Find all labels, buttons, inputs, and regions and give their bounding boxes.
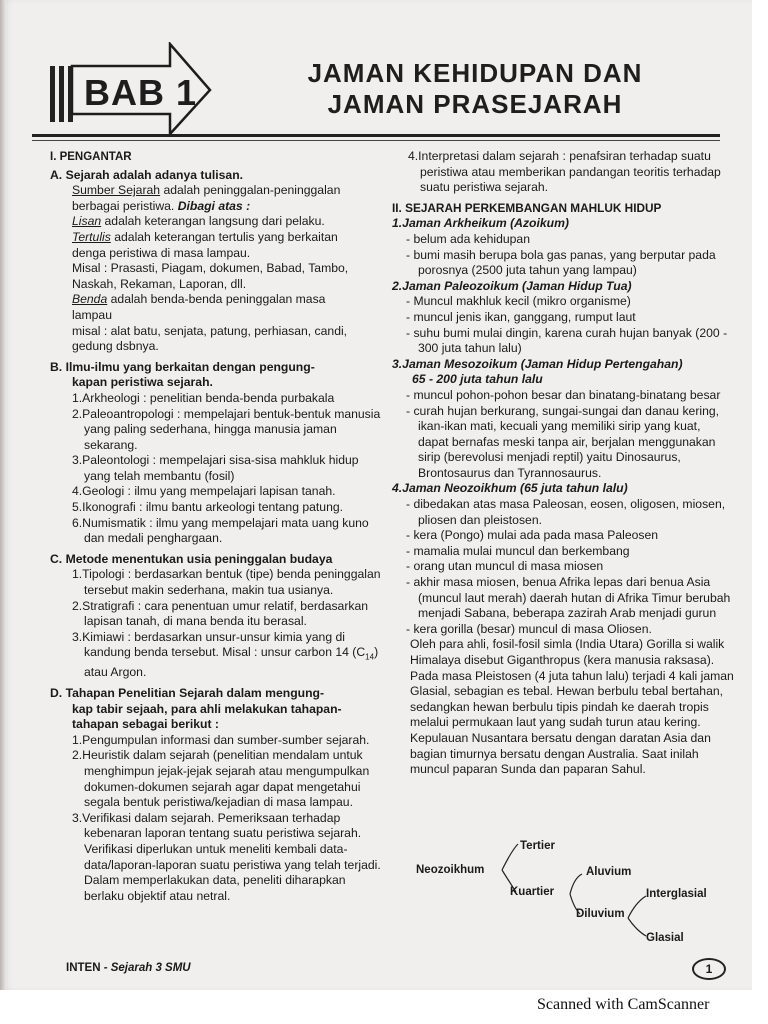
- text-line: lampau: [72, 307, 112, 322]
- list-item: - bumi masih berupa bola gas panas, yang berputar pada porosnya (2500 juta tahun yang lampau): [406, 247, 716, 278]
- heading-c: C. Metode menentukan usia peninggalan budaya: [50, 551, 333, 566]
- text: adalah keterangan tertulis yang berkaitan: [110, 229, 338, 244]
- text-line: Naskah, Rekaman, Laporan, dll.: [72, 276, 247, 291]
- scanner-watermark: Scanned with CamScanner: [537, 996, 710, 1013]
- closing-paragraph: Oleh para ahli, fosil-fosil simla (India Utara) Gorilla si walik Himalaya disebut Giganthropus (kera manusia raksasa). Pada masa Pleistosen (4 juta tahun lalu) terjadi 4 kali jaman Glasial, sebagian es tebal. Hewan berbulu tebal bertahan, sedangkan hewan berbulu tipis pindah ke daerah tropis melalui permukaan laut yang sudah turun atau kering. Kepulauan Nusantara bersatu dengan daratan Asia dan bagian timurnya bersatu dengan Australia. Saat inilah muncul paparan Sunda dan paparan Sahul.: [410, 637, 734, 777]
- text: adalah peninggalan-peninggalan: [160, 183, 341, 198]
- header-rule: [32, 134, 720, 137]
- text: ) atau Argon.: [84, 645, 379, 680]
- heading-d-cont: tahapan sebagai berikut :: [72, 717, 219, 732]
- era-heading-paleozoikum: 2.Jaman Paleozoikum (Jaman Hidup Tua): [392, 278, 632, 293]
- text: berbagai peristiwa.: [72, 198, 178, 213]
- list-item: 4.Interpretasi dalam sejarah : penafsiran terhadap suatu peristiwa atau memberikan pandangan teoritis terhadap suatu peristiwa sejarah.: [408, 149, 721, 195]
- diagram-node-glasial: Glasial: [646, 932, 684, 944]
- heading-d: D. Tahapan Penelitian Sejarah dalam mengung-: [50, 686, 325, 701]
- list-item: - mamalia mulai muncul dan berkembang: [406, 543, 630, 558]
- section-a-body: [50, 183, 385, 355]
- era-heading-neozoikhum: 4.Jaman Neozoikhum (65 juta tahun lalu): [392, 481, 628, 496]
- list-item: - kera gorilla (besar) muncul di masa Oliosen.: [406, 621, 652, 636]
- text: adalah benda-benda peninggalan masa: [107, 292, 326, 307]
- list-item: - Muncul makhluk kecil (mikro organisme): [406, 294, 631, 309]
- chapter-title: [250, 58, 700, 120]
- era-heading-mesozoikum: 3.Jaman Mesozoikum (Jaman Hidup Pertengahan): [392, 356, 683, 371]
- footer-subject: - Sejarah 3 SMU: [100, 962, 191, 974]
- page-number: 1: [692, 958, 726, 980]
- term-tertulis: Tertulis: [72, 229, 111, 244]
- list-item: 5.Ikonografi : ilmu bantu arkeologi tentang patung.: [72, 500, 344, 515]
- list-item: [50, 630, 385, 681]
- book-footer: [66, 962, 191, 974]
- list-item: - kera (Pongo) mulai ada pada masa Paleosen: [406, 528, 659, 543]
- list-item: - dibedakan atas masa Paleosan, eosen, oligosen, miosen, pliosen dan pleistosen.: [406, 497, 726, 527]
- heading-b: B. Ilmu-ilmu yang berkaitan dengan pengung-: [50, 359, 315, 374]
- chapter-label: BAB 1: [84, 72, 198, 113]
- heading-a: A. Sejarah adalah adanya tulisan.: [50, 167, 244, 182]
- list-item: 1.Tipologi : berdasarkan bentuk (tipe) benda peninggalan tersebut makin sederhana, makin tua usianya.: [72, 567, 381, 598]
- list-item: - curah hujan berkurang, sungai-sungai dan danau kering, ikan-ikan mati, kecuali yang memiliki sirip yang kuat, dapat bernafas meski tanpa air, berjalan menggunakan sirip (berevolusi menjadi reptil) yaitu Dinosaurus, Brontosaurus dan Tyrannosaurus.: [406, 403, 720, 480]
- text-line: misal : alat batu, senjata, patung, perhiasan, candi,: [72, 323, 348, 338]
- section-heading-pengantar: I. PENGANTAR: [50, 151, 132, 163]
- list-item: 2.Stratigrafi : cara penentuan umur relatif, berdasarkan lapisan tanah, di mana benda itu berasal.: [72, 598, 369, 629]
- diagram-node-kuartier: Kuartier: [510, 886, 555, 898]
- list-item: 4.Geologi : ilmu yang mempelajari lapisan tanah.: [72, 484, 336, 499]
- diagram-node-neozoikhum: Neozoikhum: [416, 864, 485, 876]
- era-heading-arkheikum: 1.Jaman Arkheikum (Azoikum): [392, 216, 569, 231]
- heading-b-cont: kapan peristiwa sejarah.: [72, 375, 213, 390]
- title-line-2: JAMAN PRASEJARAH: [327, 89, 623, 119]
- list-item: 6.Numismatik : ilmu yang mempelajari mata uang kuno dan medali penghargaan.: [72, 515, 369, 546]
- text-line: gedung dsbnya.: [72, 339, 159, 354]
- term-sumber-sejarah: Sumber Sejarah: [72, 183, 161, 198]
- heading-d-cont: kap tabir sejaah, para ahli melakukan tahapan-: [72, 701, 342, 716]
- list-item: - suhu bumi mulai dingin, karena curah hujan banyak (200 - 300 juta tahun lalu): [406, 325, 728, 356]
- term-lisan: Lisan: [72, 214, 102, 229]
- list-item: 2.Heuristik dalam sejarah (penelitian mendalam untuk menghimpun jejak-jejak sejarah atau mengumpulkan dokumen-dokumen sejarah agar dapat mengetahui segala bentuk peristiwa/kejadian di masa lampau.: [72, 748, 370, 810]
- header-rule-thin: [32, 140, 720, 141]
- diagram-node-diluvium: Diluvium: [576, 908, 625, 920]
- subscript: 14: [365, 652, 375, 662]
- text-line: Misal : Prasasti, Piagam, dokumen, Babad, Tambo,: [72, 261, 349, 276]
- term-benda: Benda: [72, 292, 108, 307]
- page-edge-shadow: [0, 0, 6, 990]
- diagram-node-tertier: Tertier: [520, 840, 555, 852]
- era-subheading: 65 - 200 juta tahun lalu: [412, 372, 543, 387]
- left-column: [50, 150, 385, 904]
- list-item: - akhir masa miosen, benua Afrika lepas dari benua Asia (muncul laut merah) daerah hutan di Afrika Timur berubah menjadi Sabana, beberapa zazirah Arab menjadi gurun: [406, 575, 731, 621]
- right-column: [392, 149, 734, 778]
- text: 3.Kimiawi : berdasarkan unsur-unsur kimia yang di kandung benda tersebut. Misal : unsur carbon 14 (C: [72, 629, 366, 660]
- list-item: 1.Arkheologi : penelitian benda-benda purbakala: [72, 390, 335, 405]
- list-item: - muncul jenis ikan, ganggang, rumput laut: [406, 309, 636, 324]
- list-item: - muncul pohon-pohon besar dan binatang-binatang besar: [406, 387, 721, 402]
- diagram-node-aluvium: Aluvium: [586, 866, 632, 878]
- title-line-1: JAMAN KEHIDUPAN DAN: [307, 58, 643, 88]
- diagram-node-interglasial: Interglasial: [646, 888, 707, 900]
- text-line: denga peristiwa di masa lampau.: [72, 245, 251, 260]
- era-tree-diagram: [410, 840, 730, 950]
- text: Dibagi atas :: [177, 198, 251, 213]
- list-item: - orang utan muncul di masa miosen: [406, 559, 604, 574]
- list-item: - belum ada kehidupan: [406, 231, 530, 246]
- list-item: 2.Paleoantropologi : mempelajari bentuk-bentuk manusia yang paling sederhana, hingga manusia jaman sekarang.: [72, 406, 381, 452]
- list-item: 3.Verifikasi dalam sejarah. Pemeriksaan terhadap kebenaran laporan tentang suatu peristiwa sejarah. Verifikasi diperlukan untuk meneliti kembali data-data/laporan-laporan suatu peristiwa yang telah terjadi. Dalam memperlakukan data, peneliti diharapkan berlaku objektif atau netral.: [72, 810, 381, 903]
- section-heading-perkembangan: II. SEJARAH PERKEMBANGAN MAHLUK HIDUP: [392, 200, 662, 215]
- footer-brand: INTEN: [66, 962, 101, 974]
- list-item: 1.Pengumpulan informasi dan sumber-sumber sejarah.: [72, 732, 370, 747]
- text: adalah keterangan langsung dari pelaku.: [101, 214, 325, 229]
- list-item: 3.Paleontologi : mempelajari sisa-sisa mahkluk hidup yang telah membantu (fosil): [72, 453, 359, 483]
